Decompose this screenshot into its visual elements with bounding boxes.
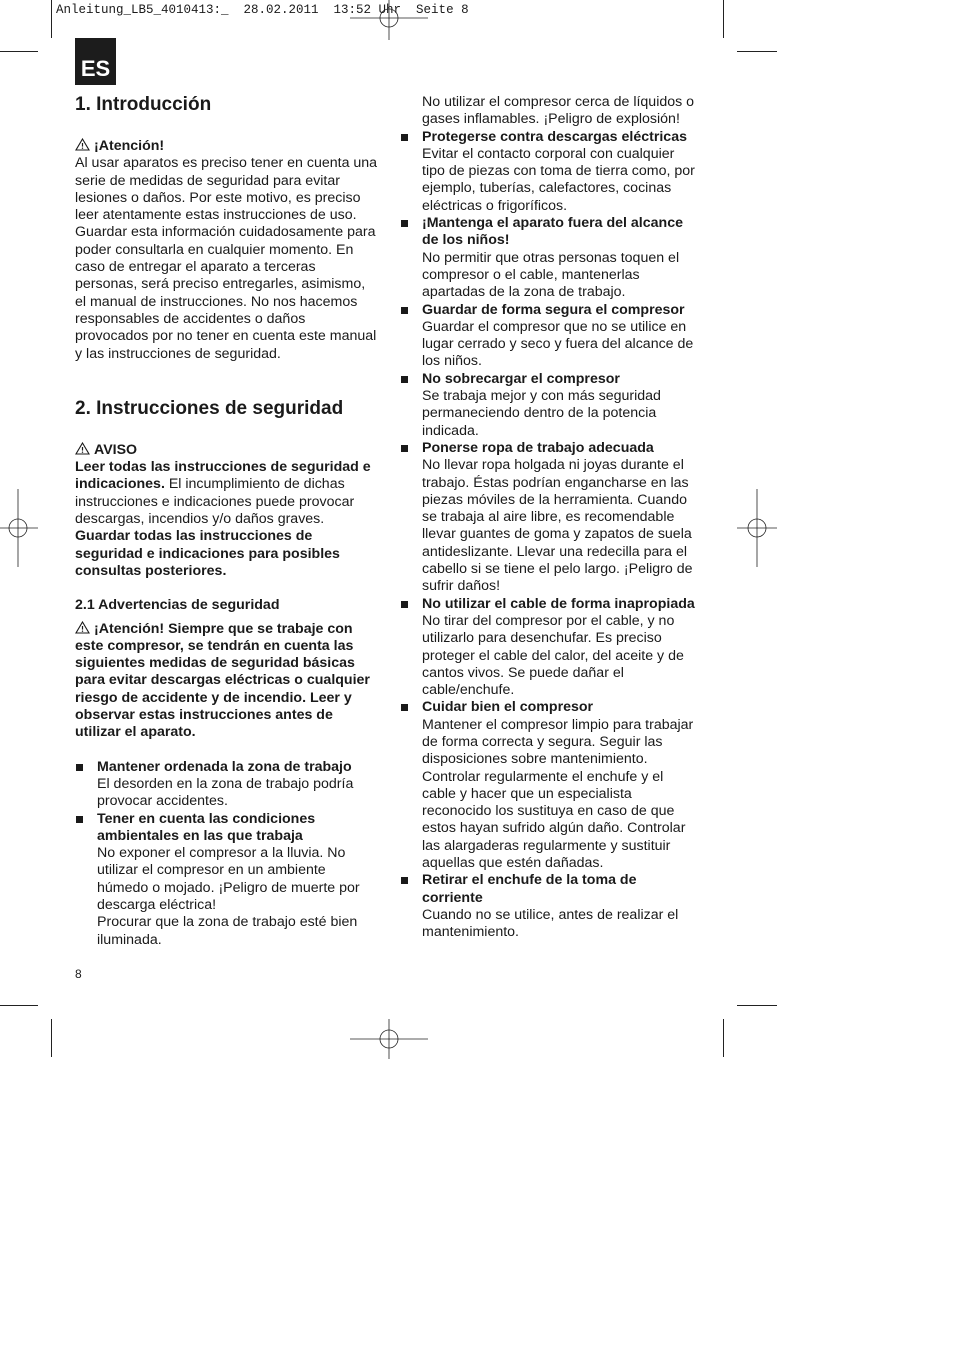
bullet-square-icon [401, 704, 408, 711]
intro-warning-title: ¡Atención! [75, 138, 380, 155]
registration-mark-icon [350, 1019, 428, 1059]
language-badge: ES [75, 38, 116, 85]
warning-triangle-icon [75, 138, 90, 151]
print-slug: Anleitung_LB5_4010413:_ 28.02.2011 13:52 Uhr Seite 8 [56, 3, 469, 17]
crop-mark [51, 0, 52, 38]
warning-triangle-icon [75, 442, 90, 455]
right-column [400, 94, 700, 942]
list-item: No sobrecargar el compresor Se trabaja mejor y con más seguridad permaneciendo dentro de la potencia indicada. [400, 371, 700, 440]
crop-mark [723, 0, 724, 38]
aviso-keep-text: Guardar todas las instrucciones de seguridad e indicaciones para posibles consultas posteriores. [75, 528, 340, 579]
right-intro-text: No utilizar el compresor cerca de líquidos o gases inflamables. ¡Peligro de explosión! [422, 94, 695, 128]
bullet-square-icon [401, 220, 408, 227]
bullet-square-icon [401, 877, 408, 884]
list-item: ¡Mantenga el aparato fuera del alcance de los niños! No permitir que otras personas toquen el compresor o el cable, mantenerlas apartadas de la zona de trabajo. [400, 215, 700, 301]
bullet-square-icon [401, 307, 408, 314]
attention-text: ¡Atención! Siempre que se trabaje con este compresor, se tendrán en cuenta las siguientes medidas de seguridad básicas para evitar descargas eléctricas o cualquier riesgo de accidente y de incendio. Leer y observar estas instrucciones antes de utilizar el aparato. [75, 620, 370, 741]
left-column [75, 94, 380, 949]
page-number: 8 [75, 967, 82, 981]
intro-heading: 1. Introducción [75, 94, 212, 115]
aviso-title: AVISO [75, 442, 380, 459]
registration-mark-icon [0, 489, 38, 567]
crop-mark [0, 51, 38, 52]
crop-mark [51, 1019, 52, 1057]
list-item: Guardar de forma segura el compresor Guardar el compresor que no se utilice en lugar cerrado y seco y fuera del alcance de los niños. [400, 302, 700, 371]
list-item: Ponerse ropa de trabajo adecuada No llevar ropa holgada ni joyas durante el trabajo. Éstas podrían engancharse en las piezas móviles de la herramienta. Cuando se trabaja al aire libre, es recomendable llevar guantes de goma y zapatos de suela antideslizante. Llevar una redecilla para el cabello si se tiene el pelo largo. ¡Peligro de sufrir daños! [400, 440, 700, 596]
crop-mark [737, 1005, 777, 1006]
intro-text: Al usar aparatos es preciso tener en cuenta una serie de medidas de seguridad para evitar lesiones o daños. Por este motivo, es preciso leer atentamente estas instrucciones de uso. Guardar esta información cuidadosamente para poder consultarla en cualquier momento. En caso de entregar el aparato a terceras personas, será preciso entregarles, asimismo, el manual de instrucciones. No nos hacemos responsables de accidentes o daños provocados por no tener en cuenta este manual y las instrucciones de seguridad. [75, 155, 378, 362]
warning-triangle-icon [75, 621, 90, 634]
bullet-square-icon [401, 601, 408, 608]
bullet-square-icon [76, 816, 83, 823]
list-item: Protegerse contra descargas eléctricas Evitar el contacto corporal con cualquier tipo de piezas con toma de tierra como, por ejemplo, tuberías, calefactores, cocinas eléctricas o frigoríficos. [400, 129, 700, 215]
crop-mark [0, 1005, 38, 1006]
list-item: Mantener ordenada la zona de trabajo El desorden en la zona de trabajo podría provocar accidentes. [75, 759, 380, 811]
list-item: Retirar el enchufe de la toma de corriente Cuando no se utilice, antes de realizar el mantenimiento. [400, 872, 700, 941]
bullet-square-icon [401, 134, 408, 141]
crop-mark [723, 1019, 724, 1057]
list-item: Cuidar bien el compresor Mantener el compresor limpio para trabajar de forma correcta y segura. Seguir las disposiciones sobre mantenimiento. Controlar regularmente el enchufe y el cable y hacer que un especialista reconocido los sustituya en caso de que estos hayan sufrido algún daño. Controlar las alargaderas regularmente y sustituir aquellas que estén dañadas. [400, 699, 700, 872]
bullet-square-icon [401, 445, 408, 452]
aviso-text: Leer todas las instrucciones de seguridad e indicaciones. El incumplimiento de dichas instrucciones e indicaciones puede provocar descargas, incendios y/o daños graves. [75, 459, 371, 528]
crop-mark [737, 51, 777, 52]
list-item: Tener en cuenta las condiciones ambientales en las que trabaja No exponer el compresor a la lluvia. No utilizar el compresor en un ambiente húmedo o mojado. ¡Peligro de muerte por descarga eléctrica! Procurar que la zona de trabajo esté bien iluminada. [75, 811, 380, 949]
list-item: No utilizar el cable de forma inapropiada No tirar del compresor por el cable, y no utilizarlo para desenchufar. Es preciso proteger el cable del calor, del aceite y de cantos vivos. Se puede dañar el cable/enchufe. [400, 596, 700, 700]
bullet-square-icon [76, 764, 83, 771]
registration-mark-icon [737, 489, 777, 567]
safety-heading: 2. Instrucciones de seguridad [75, 397, 344, 419]
bullet-square-icon [401, 376, 408, 383]
safety-sub-heading: 2.1 Advertencias de seguridad [75, 597, 280, 614]
registration-mark-icon [350, 0, 428, 40]
